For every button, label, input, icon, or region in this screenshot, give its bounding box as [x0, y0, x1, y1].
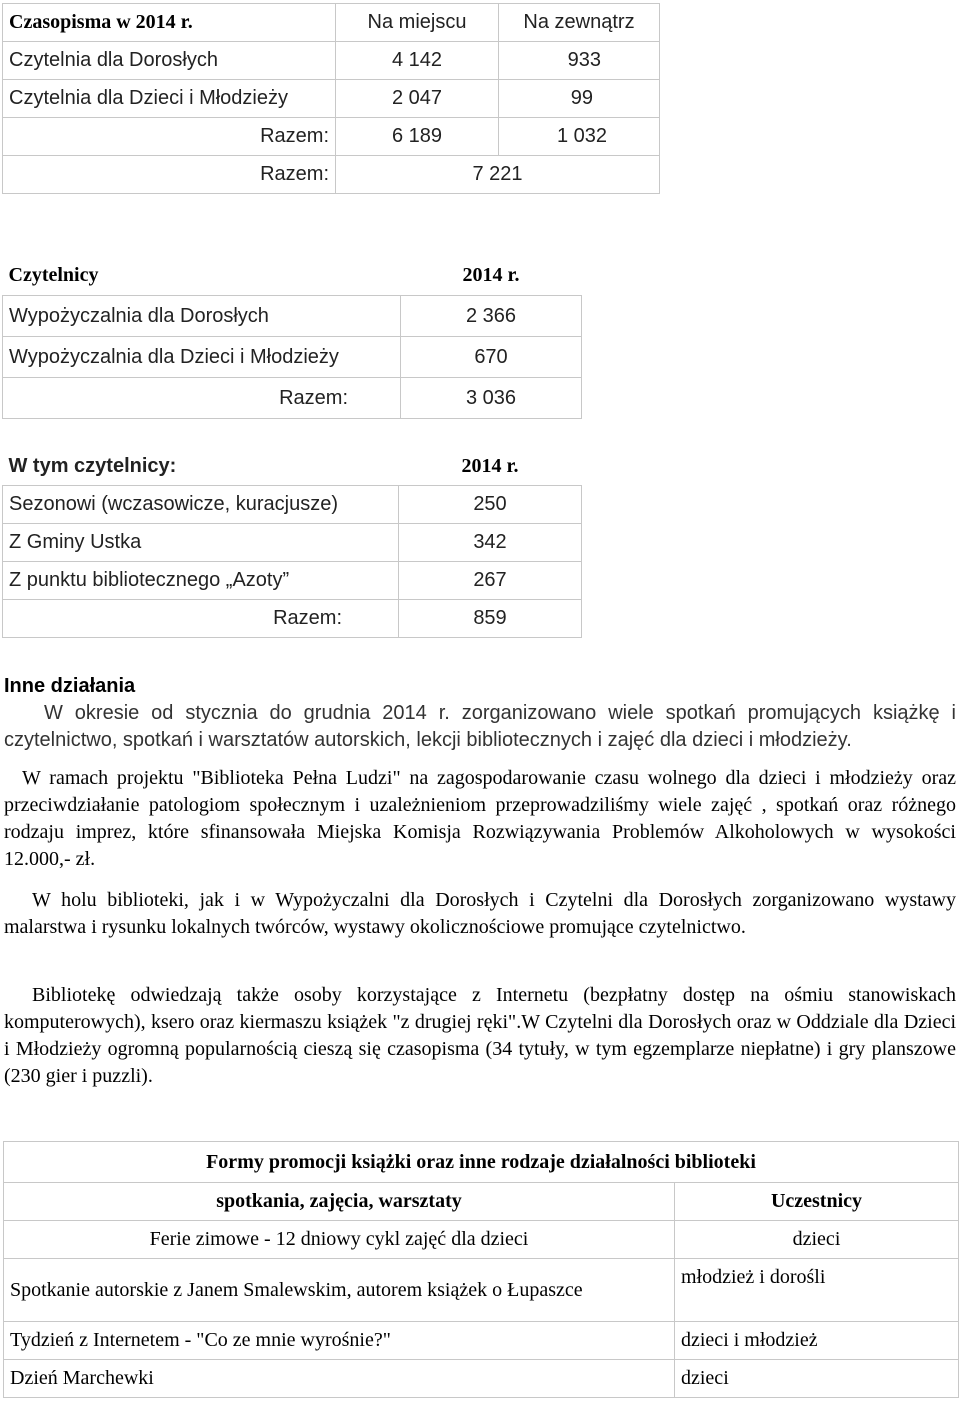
table-row: [3, 524, 582, 562]
table-row: [4, 1322, 959, 1360]
table-row: [3, 378, 582, 419]
table-cell: 7 221: [336, 156, 660, 194]
table-cell: Tydzień z Internetem - "Co ze mnie wyrośnie?": [4, 1322, 675, 1360]
table-cell: 342: [399, 524, 582, 562]
table-header-cell: 2014 r.: [461, 455, 519, 477]
table-row: [4, 1360, 959, 1398]
table-cell: Dzień Marchewki: [4, 1360, 675, 1398]
table-row: [3, 562, 582, 600]
table-cell: 4 142: [336, 42, 499, 80]
table-cell: 2 047: [336, 80, 499, 118]
table-cell: młodzież i dorośli: [675, 1259, 959, 1322]
table-header-cell: W tym czytelnicy:: [8, 455, 177, 477]
table-cell: 250: [399, 486, 582, 524]
table-header-cell: Na zewnątrz: [499, 4, 660, 42]
table-cell: Z Gminy Ustka: [3, 524, 399, 562]
table-cell: Sezonowi (wczasowicze, kuracjusze): [3, 486, 399, 524]
paragraph: W okresie od stycznia do grudnia 2014 r. zorganizowano wiele spotkań promujących książkę i czytelnictwo, spotkań i warsztatów autorskich, lekcji bibliotecznych i zajęć dla dzieci i młodzieży.: [4, 702, 956, 751]
table-row: [3, 156, 660, 194]
paragraph: W holu biblioteki, jak i w Wypożyczalni dla Dorosłych i Czytelni dla Dorosłych zorganizowano wystawy malarstwa i rysunku lokalnych twórców, wystawy okolicznościowe promujące czytelnictwo.: [4, 889, 956, 938]
table-header-cell: spotkania, zajęcia, warsztaty: [4, 1183, 675, 1221]
table-header-cell: Na miejscu: [336, 4, 499, 42]
table-cell: Z punktu bibliotecznego „Azoty”: [3, 562, 399, 600]
table-cell: 933: [499, 42, 660, 80]
readers-breakdown-table: [2, 448, 582, 638]
table-row: [3, 296, 582, 337]
table-cell: Ferie zimowe - 12 dniowy cykl zajęć dla dzieci: [4, 1221, 675, 1259]
table-cell: 99: [499, 80, 660, 118]
table-row: [3, 80, 660, 118]
table-row: [3, 600, 582, 638]
magazines-table: [2, 3, 660, 194]
table-cell: 1 032: [499, 118, 660, 156]
table-cell: Wypożyczalnia dla Dzieci i Młodzieży: [3, 337, 401, 378]
table-cell: Czytelnia dla Dzieci i Młodzieży: [3, 80, 336, 118]
table-cell: 6 189: [336, 118, 499, 156]
table-header-cell: Czytelnicy: [8, 263, 99, 286]
table-row: [3, 42, 660, 80]
table-title: Formy promocji książki oraz inne rodzaje działalności biblioteki: [4, 1142, 959, 1183]
promotion-forms-table: [3, 1141, 959, 1398]
table-cell: Razem:: [3, 378, 401, 419]
table-cell: Razem:: [3, 118, 336, 156]
table-cell: 3 036: [401, 378, 582, 419]
paragraph: Bibliotekę odwiedzają także osoby korzystające z Internetu (bezpłatny dostęp na ośmiu stanowiskach komputerowych), ksero oraz kiermaszu książek "z drugiej ręki".W Czytelni dla Dorosłych oraz w Oddziale dla Dzieci i Młodzieży ogromną popularnością cieszą się czasopisma (34 tytuły, w tym egzemplarze niepłatne) i gry planszowe (230 gier i puzzli).: [4, 984, 956, 1087]
table-cell: Wypożyczalnia dla Dorosłych: [3, 296, 401, 337]
table-row: [3, 486, 582, 524]
section-heading: Inne działania: [4, 675, 136, 697]
table-cell: dzieci i młodzież: [675, 1322, 959, 1360]
table-cell: dzieci: [675, 1360, 959, 1398]
table-cell: Razem:: [3, 156, 336, 194]
table-cell: Razem:: [3, 600, 399, 638]
table-cell: 267: [399, 562, 582, 600]
table-cell: dzieci: [675, 1221, 959, 1259]
table-row: [3, 337, 582, 378]
table-cell: Spotkanie autorskie z Janem Smalewskim, autorem książek o Łupaszce: [4, 1259, 675, 1322]
table-row: [4, 1259, 959, 1322]
readers-table: [2, 255, 582, 419]
table-cell: 859: [399, 600, 582, 638]
table-header-cell: Uczestnicy: [675, 1183, 959, 1221]
table-row: [3, 118, 660, 156]
table-row: [4, 1221, 959, 1259]
table-header-cell: 2014 r.: [462, 263, 520, 286]
table-cell: 670: [401, 337, 582, 378]
table-header-cell: Czasopisma w 2014 r.: [3, 4, 336, 42]
table-cell: 2 366: [401, 296, 582, 337]
table-cell: Czytelnia dla Dorosłych: [3, 42, 336, 80]
paragraph: W ramach projektu "Biblioteka Pełna Ludzi" na zagospodarowanie czasu wolnego dla dzieci i młodzieży oraz przeciwdziałanie patologiom społecznym i uzależnieniom przeprowadziliśmy wiele zajęć , spotkań oraz różnego rodzaju imprez, które sfinansowała Miejska Komisja Rozwiązywania Problemów Alkoholowych w wysokości 12.000,- zł.: [4, 767, 956, 870]
